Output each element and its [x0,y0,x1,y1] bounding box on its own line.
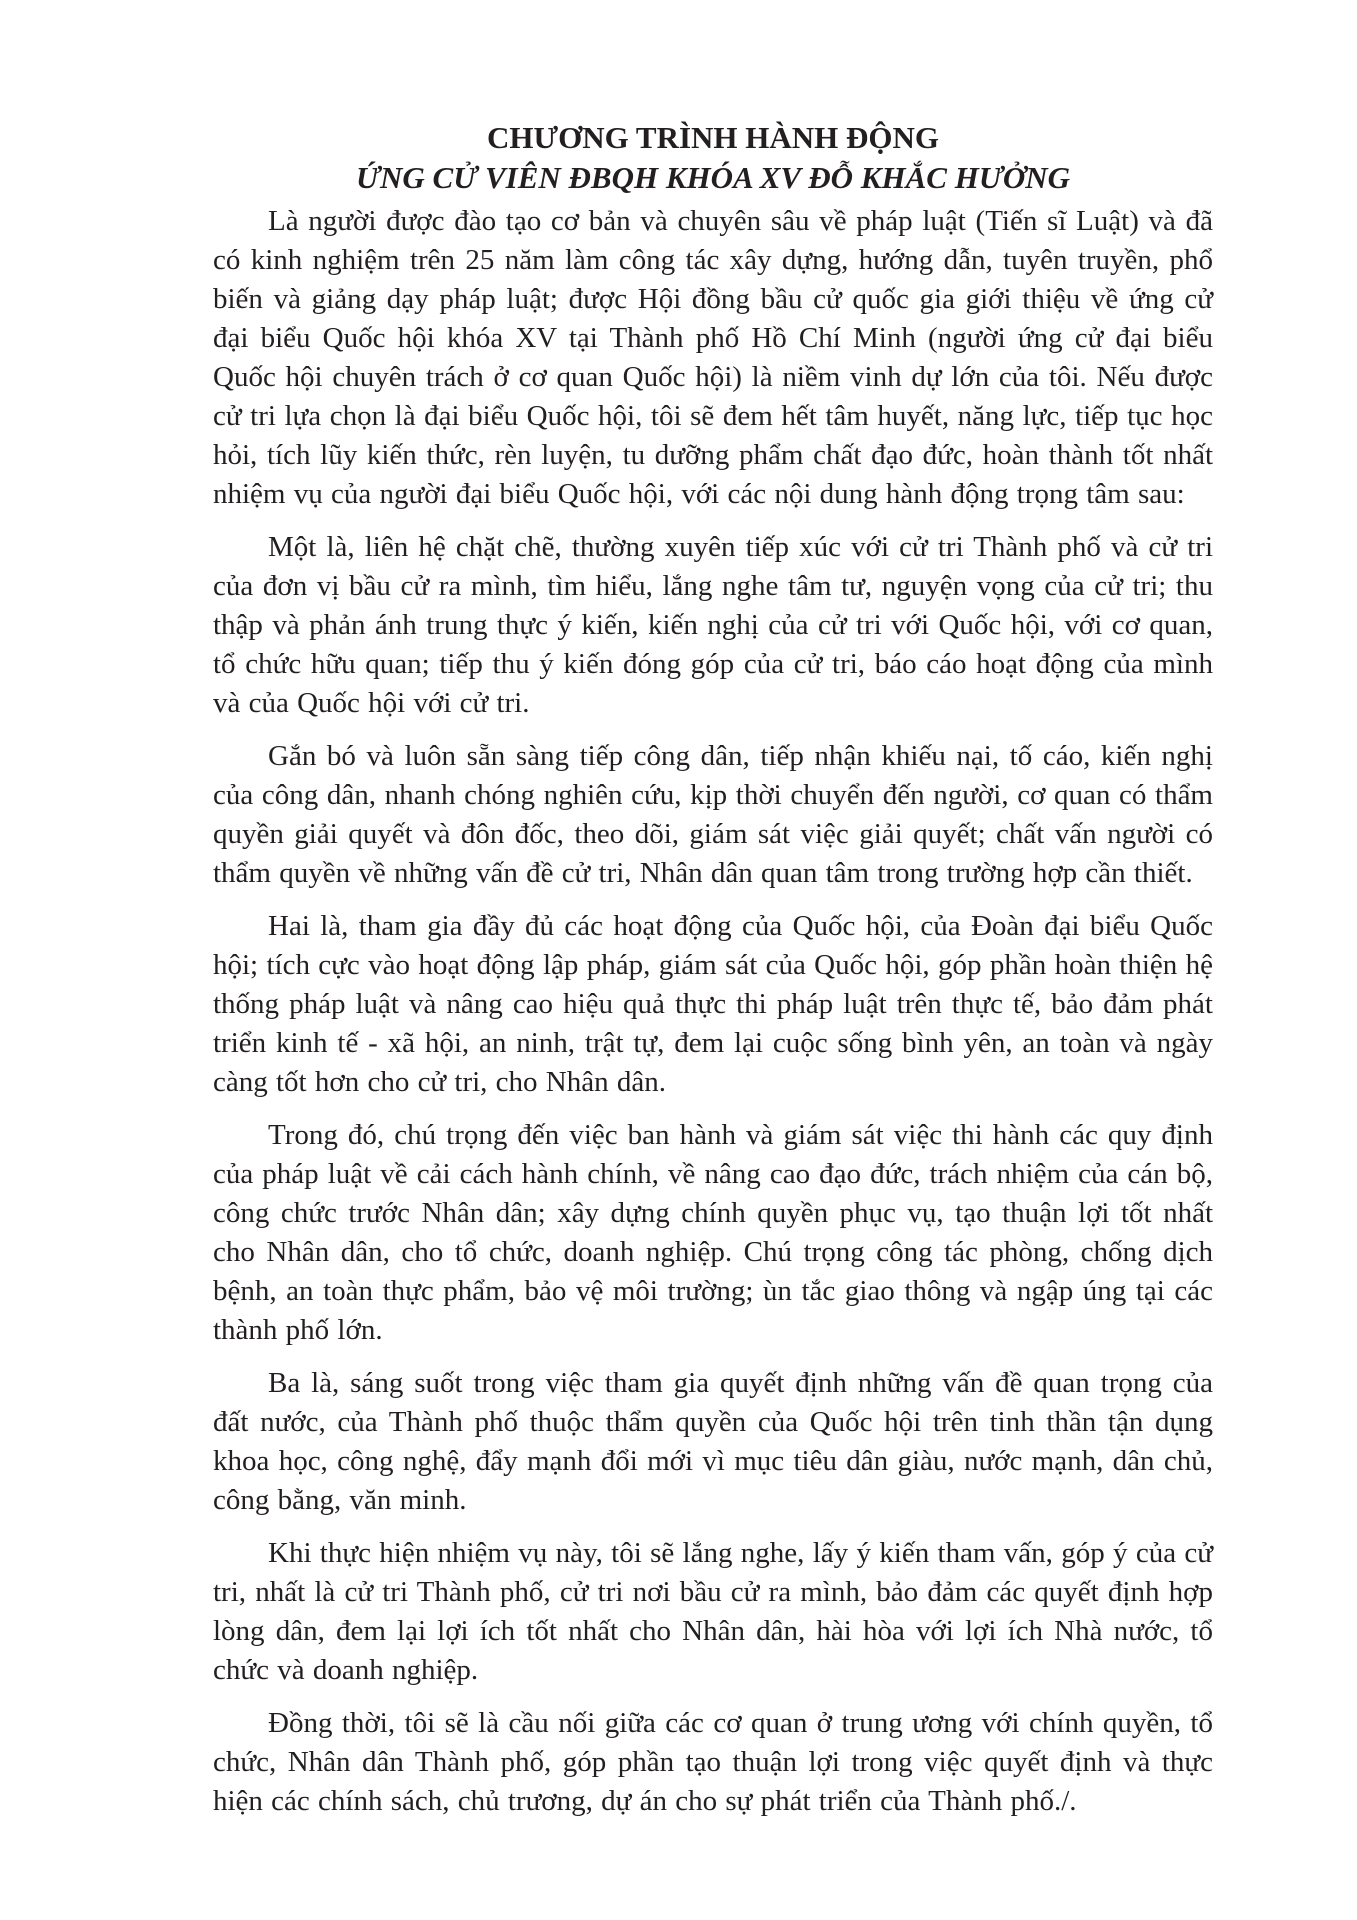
paragraph-intro: Là người được đào tạo cơ bản và chuyên sâu về pháp luật (Tiến sĩ Luật) và đã có kinh nghiệm trên 25 năm làm công tác xây dựng, hướng dẫn, tuyên truyền, phổ biến và giảng dạy pháp luật; được Hội đồng bầu cử quốc gia giới thiệu về ứng cử đại biểu Quốc hội khóa XV tại Thành phố Hồ Chí Minh (người ứng cử đại biểu Quốc hội chuyên trách ở cơ quan Quốc hội) là niềm vinh dự lớn của tôi. Nếu được cử tri lựa chọn là đại biểu Quốc hội, tôi sẽ đem hết tâm huyết, năng lực, tiếp tục học hỏi, tích lũy kiến thức, rèn luyện, tu dưỡng phẩm chất đạo đức, hoàn thành tốt nhất nhiệm vụ của người đại biểu Quốc hội, với các nội dung hành động trọng tâm sau: [213,205,1213,510]
document-page [213,118,1213,1821]
paragraph-focus-areas: Trong đó, chú trọng đến việc ban hành và giám sát việc thi hành các quy định của pháp luật về cải cách hành chính, về nâng cao đạo đức, trách nhiệm của cán bộ, công chức trước Nhân dân; xây dựng chính quyền phục vụ, tạo thuận lợi tốt nhất cho Nhân dân, cho tổ chức, doanh nghiệp. Chú trọng công tác phòng, chống dịch bệnh, an toàn thực phẩm, bảo vệ môi trường; ùn tắc giao thông và ngập úng tại các thành phố lớn. [213,1119,1213,1346]
paragraph-point-two: Hai là, tham gia đầy đủ các hoạt động của Quốc hội, của Đoàn đại biểu Quốc hội; tích cực vào hoạt động lập pháp, giám sát của Quốc hội, góp phần hoàn thiện hệ thống pháp luật và nâng cao hiệu quả thực thi pháp luật trên thực tế, bảo đảm phát triển kinh tế - xã hội, an ninh, trật tự, đem lại cuộc sống bình yên, an toàn và ngày càng tốt hơn cho cử tri, cho Nhân dân. [213,910,1213,1098]
paragraph-citizen-reception: Gắn bó và luôn sẵn sàng tiếp công dân, tiếp nhận khiếu nại, tố cáo, kiến nghị của công dân, nhanh chóng nghiên cứu, kịp thời chuyển đến người, cơ quan có thẩm quyền giải quyết và đôn đốc, theo dõi, giám sát việc giải quyết; chất vấn người có thẩm quyền về những vấn đề cử tri, Nhân dân quan tâm trong trường hợp cần thiết. [213,740,1213,889]
title-line-2: ỨNG CỬ VIÊN ĐBQH KHÓA XV ĐỖ KHẮC HƯỞNG [355,160,1070,195]
paragraph-point-three: Ba là, sáng suốt trong việc tham gia quyết định những vấn đề quan trọng của đất nước, của Thành phố thuộc thẩm quyền của Quốc hội trên tinh thần tận dụng khoa học, công nghệ, đẩy mạnh đổi mới vì mục tiêu dân giàu, nước mạnh, dân chủ, công bằng, văn minh. [213,1367,1213,1516]
title-line-1: CHƯƠNG TRÌNH HÀNH ĐỘNG [486,120,940,155]
document-title [213,118,1213,198]
paragraph-point-one: Một là, liên hệ chặt chẽ, thường xuyên tiếp xúc với cử tri Thành phố và cử tri của đơn vị bầu cử ra mình, tìm hiểu, lắng nghe tâm tư, nguyện vọng của cử tri; thu thập và phản ánh trung thực ý kiến, kiến nghị của cử tri với Quốc hội, với cơ quan, tổ chức hữu quan; tiếp thu ý kiến đóng góp của cử tri, báo cáo hoạt động của mình và của Quốc hội với cử tri. [213,531,1213,719]
paragraph-consultation: Khi thực hiện nhiệm vụ này, tôi sẽ lắng nghe, lấy ý kiến tham vấn, góp ý của cử tri, nhất là cử tri Thành phố, cử tri nơi bầu cử ra mình, bảo đảm các quyết định hợp lòng dân, đem lại lợi ích tốt nhất cho Nhân dân, hài hòa với lợi ích Nhà nước, tổ chức và doanh nghiệp. [213,1537,1213,1686]
paragraph-bridge: Đồng thời, tôi sẽ là cầu nối giữa các cơ quan ở trung ương với chính quyền, tổ chức, Nhân dân Thành phố, góp phần tạo thuận lợi trong việc quyết định và thực hiện các chính sách, chủ trương, dự án cho sự phát triển của Thành phố./. [213,1707,1213,1817]
